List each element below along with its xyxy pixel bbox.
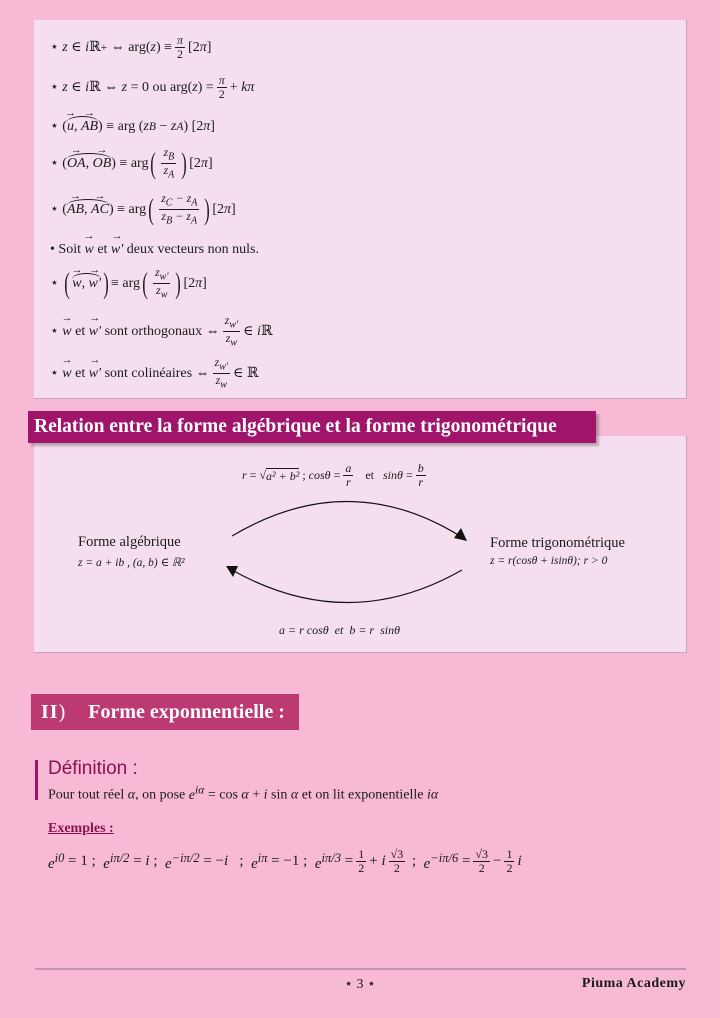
page-number: ⋆ 3 ⋆ bbox=[344, 977, 376, 992]
arrow-to-algebraic bbox=[232, 570, 462, 603]
arrowhead-right bbox=[454, 528, 467, 541]
right-form-formula: z = r(cosθ + isinθ); r > 0 bbox=[490, 555, 608, 567]
section-title: Relation entre la forme algébrique et la forme trigonométrique bbox=[28, 411, 596, 443]
property-4: ⋆ ( OA →, OB → ) ≡ arg ( $\frac{z_B}{z_A}$ ) [2 π ] bbox=[50, 146, 213, 182]
examples-label: Exemples : bbox=[48, 821, 114, 836]
section-heading-title: Forme exponnentielle : bbox=[88, 700, 285, 723]
property-1: ⋆ z ∈ i ℝ + ⇔ arg( z ) ≡ $\frac{\pi}{2}$ [2 π ] bbox=[50, 33, 212, 61]
arrowhead-left bbox=[226, 566, 238, 577]
right-form-title: Forme trigonométrique bbox=[490, 535, 625, 551]
brand-name: Piuma Academy bbox=[581, 976, 686, 991]
section-number: II) bbox=[41, 700, 67, 723]
definition-title: Définition : bbox=[48, 758, 138, 779]
relation-top-formula: r = √ a² + b² ; cosθ = $\frac{a}{r}$ et sinθ = $\frac{b}{r}$ bbox=[242, 461, 424, 489]
property-8: ⋆ w → et w' → sont orthogonaux ⇔ $\frac{z_{w'}}{z_w}$ ∈ i ℝ bbox=[50, 314, 273, 350]
left-form-formula: z = a + ib , (a, b) ∈ ℝ² bbox=[78, 557, 185, 569]
relation-bottom-formula: a = r cosθ et b = r sinθ bbox=[279, 623, 400, 637]
property-9: ⋆ w → et w' → sont colinéaires ⇔ $\frac{z_{w'}}{z_w}$ ∈ ℝ bbox=[50, 356, 259, 392]
property-3: ⋆ ( u →, AB → ) ≡ arg ( z B − z A ) [2 π ] bbox=[50, 118, 215, 135]
footer-rule bbox=[35, 968, 686, 970]
property-5: ⋆ ( AB →, AC → ) ≡ arg ( $\frac{z_C - z_A}{z_B - z_A}$ ) [2 π ] bbox=[50, 192, 236, 228]
section-heading bbox=[31, 694, 299, 730]
property-2: ⋆ z ∈ i ℝ ⇔ z = 0 ou arg( z ) = $\frac{\pi}{2}$ + kπ bbox=[50, 73, 255, 101]
definition-text: Pour tout réel α, on pose $e^{i\alpha} = \cos \alpha + i$ sin α et on lit exponentielle iα bbox=[48, 783, 439, 803]
property-6: • Soit w → et w' → deux vecteurs non nuls. bbox=[50, 242, 259, 258]
property-7: ⋆ ( w →, w' → ) ≡ arg ( $\frac{z_{w'}}{z_w}$ ) [2 π ] bbox=[50, 266, 207, 302]
examples-line: $e^{i0}$ = 1 ; $e^{i\pi/2}$ = i ; $e^{-i\pi/2}$ = − i ; $e^{i\pi}$ = −1 ; $e^{i\pi/3}$ = $\frac{1}{2}$ + i $\frac{√3}{2}$ ; $e^{-i\pi/6}$ = $\frac{√3}{2}$ − $\frac{1}{2}$ i bbox=[48, 847, 522, 875]
arrow-to-trigonometric bbox=[232, 502, 460, 537]
left-form-title: Forme algébrique bbox=[78, 534, 181, 550]
definition-bar bbox=[35, 760, 38, 800]
